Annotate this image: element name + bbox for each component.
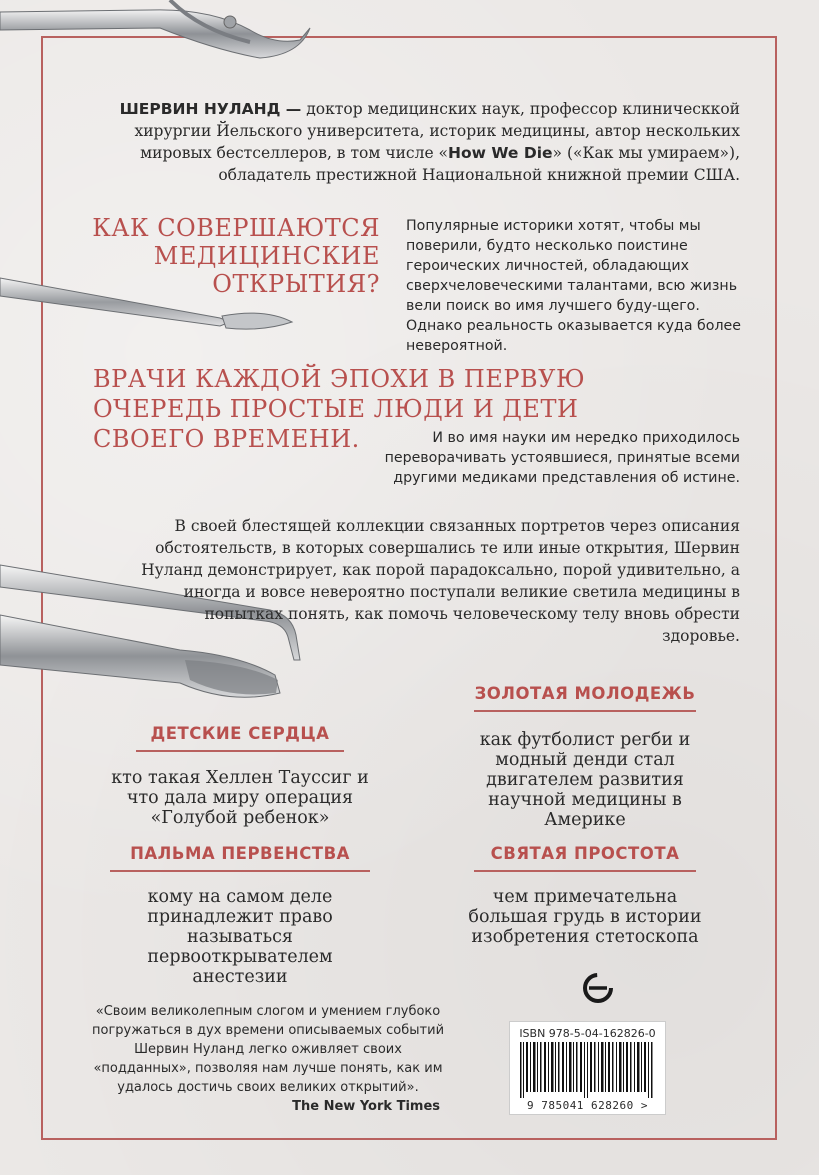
statement-heading-line2: ОЧЕРЕДЬ ПРОСТЫЕ ЛЮДИ И ДЕТИ bbox=[93, 395, 579, 423]
review-quote: «Своим великолепным слогом и умением глубоко погружаться в дух времени описываемых событий Шервин Нуланд легко оживляет своих «подданных», позволяя нам лучше понять, как им удалось достичь своих великих открытий». bbox=[91, 1004, 445, 1095]
statement-heading-line3: СВОЕГО ВРЕМЕНИ. bbox=[93, 425, 360, 453]
author-bio-text-end: » («Как мы умираем»), обладатель престижной Национальной книжной премии США. bbox=[218, 144, 740, 184]
section-title-palm: ПАЛЬМА ПЕРВЕНСТВА bbox=[130, 844, 350, 863]
publisher-logo-icon bbox=[583, 973, 613, 1003]
section-title-holy-simplicity: СВЯТАЯ ПРОСТОТА bbox=[490, 844, 680, 863]
author-name: ШЕРВИН НУЛАНД — bbox=[119, 100, 302, 118]
description-paragraph: В своей блестящей коллекции связанных портретов через описания обстоятельств, в которых совершались те или иные открытия, Шервин Нуланд демонстрирует, как порой парадоксально, порой удивительно, а иногда и вовсе невероятно поступали великие светила медицины в попытках понять, как помочь человеческому телу вновь обрести здоровье. bbox=[141, 517, 740, 645]
section-divider bbox=[110, 870, 370, 872]
section-divider bbox=[136, 750, 344, 752]
section-text-palm: кому на самом деле принадлежит право называться первооткрывателем анестезии bbox=[147, 887, 333, 987]
surgical-clamp-icon bbox=[0, 0, 330, 100]
question-text: Популярные историки хотят, чтобы мы поверили, будто несколько поистине героических личностей, обладающих сверхчеловеческими талантами, всю жизнь вели поиск во имя лучшего буду-щего. Однако реальность оказывается куда более невероятной. bbox=[406, 218, 741, 354]
isbn-digits: 9 785041 628260 > bbox=[526, 1099, 649, 1112]
statement-text: И во имя науки им нередко приходилось переворачивать устоявшиеся, принятые всеми другими медиками представления об истине. bbox=[384, 430, 740, 486]
section-title-childrens-hearts: ДЕТСКИЕ СЕРДЦА bbox=[150, 724, 330, 743]
section-title-golden-youth: ЗОЛОТАЯ МОЛОДЕЖЬ bbox=[474, 684, 696, 703]
section-text-golden-youth: как футболист регби и модный денди стал двигателем развития научной медицины в Америке bbox=[479, 730, 691, 830]
barcode-bars bbox=[518, 1042, 657, 1098]
author-bio bbox=[90, 98, 740, 186]
book-title: How We Die bbox=[448, 144, 553, 162]
author-bio-text: доктор медицинских наук, профессор клиническкой хирургии Йельского университета, историк медицины, автор нескольких мировых бестселлеров, в том числе « bbox=[134, 100, 740, 162]
section-text-holy-simplicity: чем примечательна большая грудь в истории изобретения стетоскопа bbox=[468, 887, 702, 947]
section-divider bbox=[474, 710, 696, 712]
statement-heading-line1: ВРАЧИ КАЖДОЙ ЭПОХИ В ПЕРВУЮ bbox=[93, 365, 586, 393]
isbn-barcode bbox=[509, 1021, 666, 1115]
review-source: The New York Times bbox=[292, 1099, 440, 1114]
isbn-label: ISBN 978-5-04-162826-0 bbox=[519, 1027, 656, 1040]
section-divider bbox=[474, 870, 696, 872]
question-heading: КАК СОВЕРШАЮТСЯ МЕДИЦИНСКИЕ ОТКРЫТИЯ? bbox=[92, 214, 380, 298]
section-text-childrens-hearts: кто такая Хеллен Тауссиг и что дала миру операция «Голубой ребенок» bbox=[111, 768, 369, 828]
